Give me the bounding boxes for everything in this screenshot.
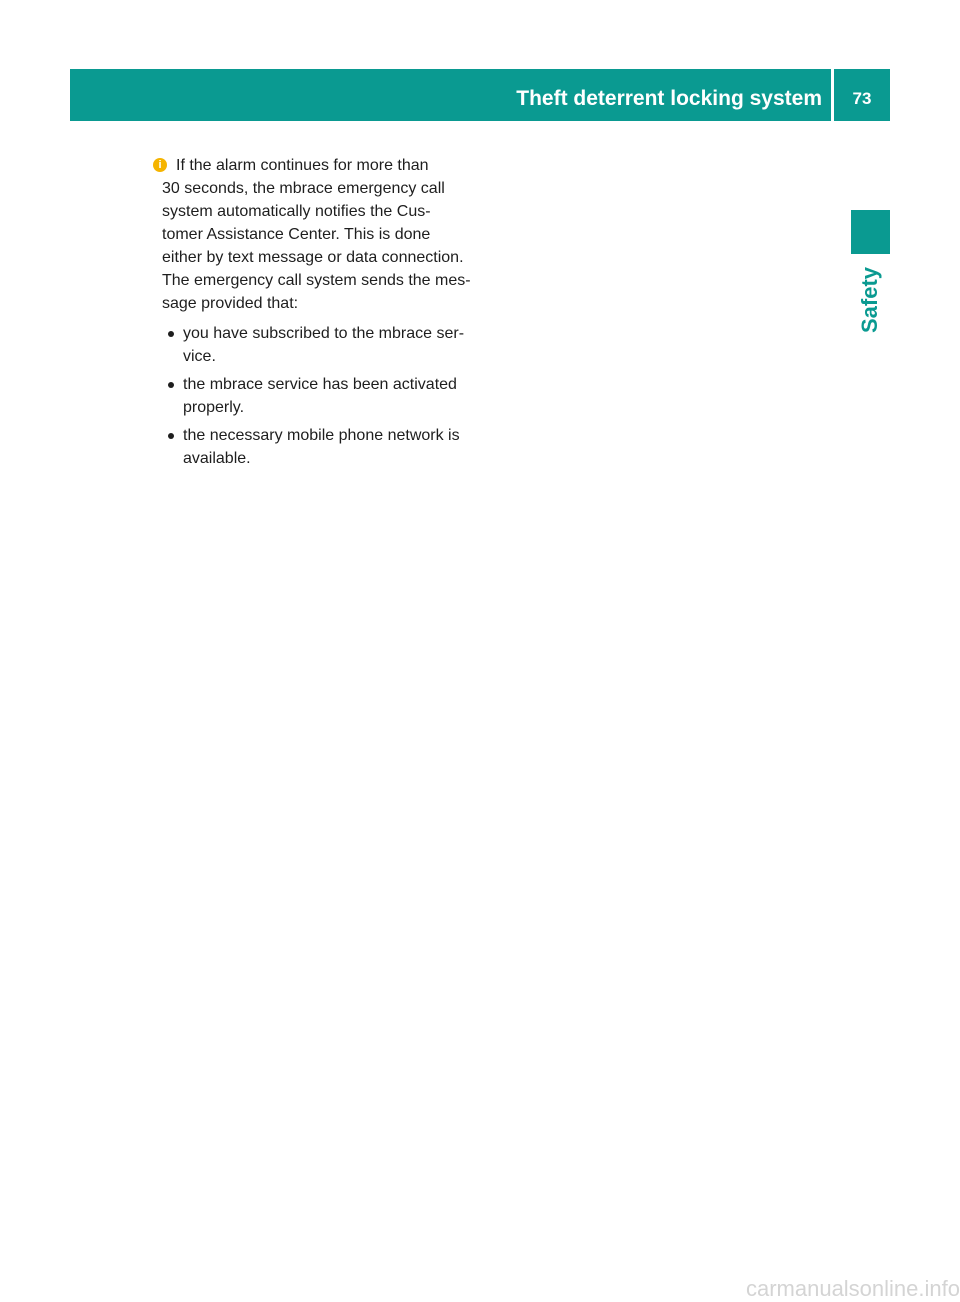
bullet-icon (168, 382, 174, 388)
main-content (158, 154, 492, 475)
condition-list (162, 322, 492, 470)
list-item (162, 424, 492, 470)
list-item-line: available. (183, 450, 251, 467)
info-note (162, 154, 492, 315)
list-item (162, 322, 492, 368)
info-line: If the alarm continues for more than (176, 157, 429, 174)
list-item-line: properly. (183, 399, 245, 416)
page-title: Theft deterrent locking system (516, 87, 822, 110)
info-line: The emergency call system sends the mes- (162, 272, 471, 289)
info-line: 30 seconds, the mbrace emergency call (162, 180, 445, 197)
list-item (162, 373, 492, 419)
list-item-line: the mbrace service has been activated (183, 376, 457, 393)
info-line: either by text message or data connection. (162, 249, 464, 266)
list-item-line: the necessary mobile phone network is (183, 427, 460, 444)
info-line: tomer Assistance Center. This is done (162, 226, 431, 243)
section-label: Safety (857, 266, 882, 334)
watermark: carmanualsonline.info (745, 1276, 960, 1301)
section-tab (851, 210, 890, 254)
info-line: sage provided that: (162, 295, 299, 312)
bullet-icon (168, 433, 174, 439)
list-item-line: vice. (183, 348, 216, 365)
bullet-icon (168, 331, 174, 337)
info-icon: i (153, 158, 167, 172)
list-item-line: you have subscribed to the mbrace ser- (183, 325, 465, 342)
info-line: system automatically notifies the Cus- (162, 203, 431, 220)
page-number: 73 (852, 89, 872, 108)
header-bar (70, 69, 890, 121)
